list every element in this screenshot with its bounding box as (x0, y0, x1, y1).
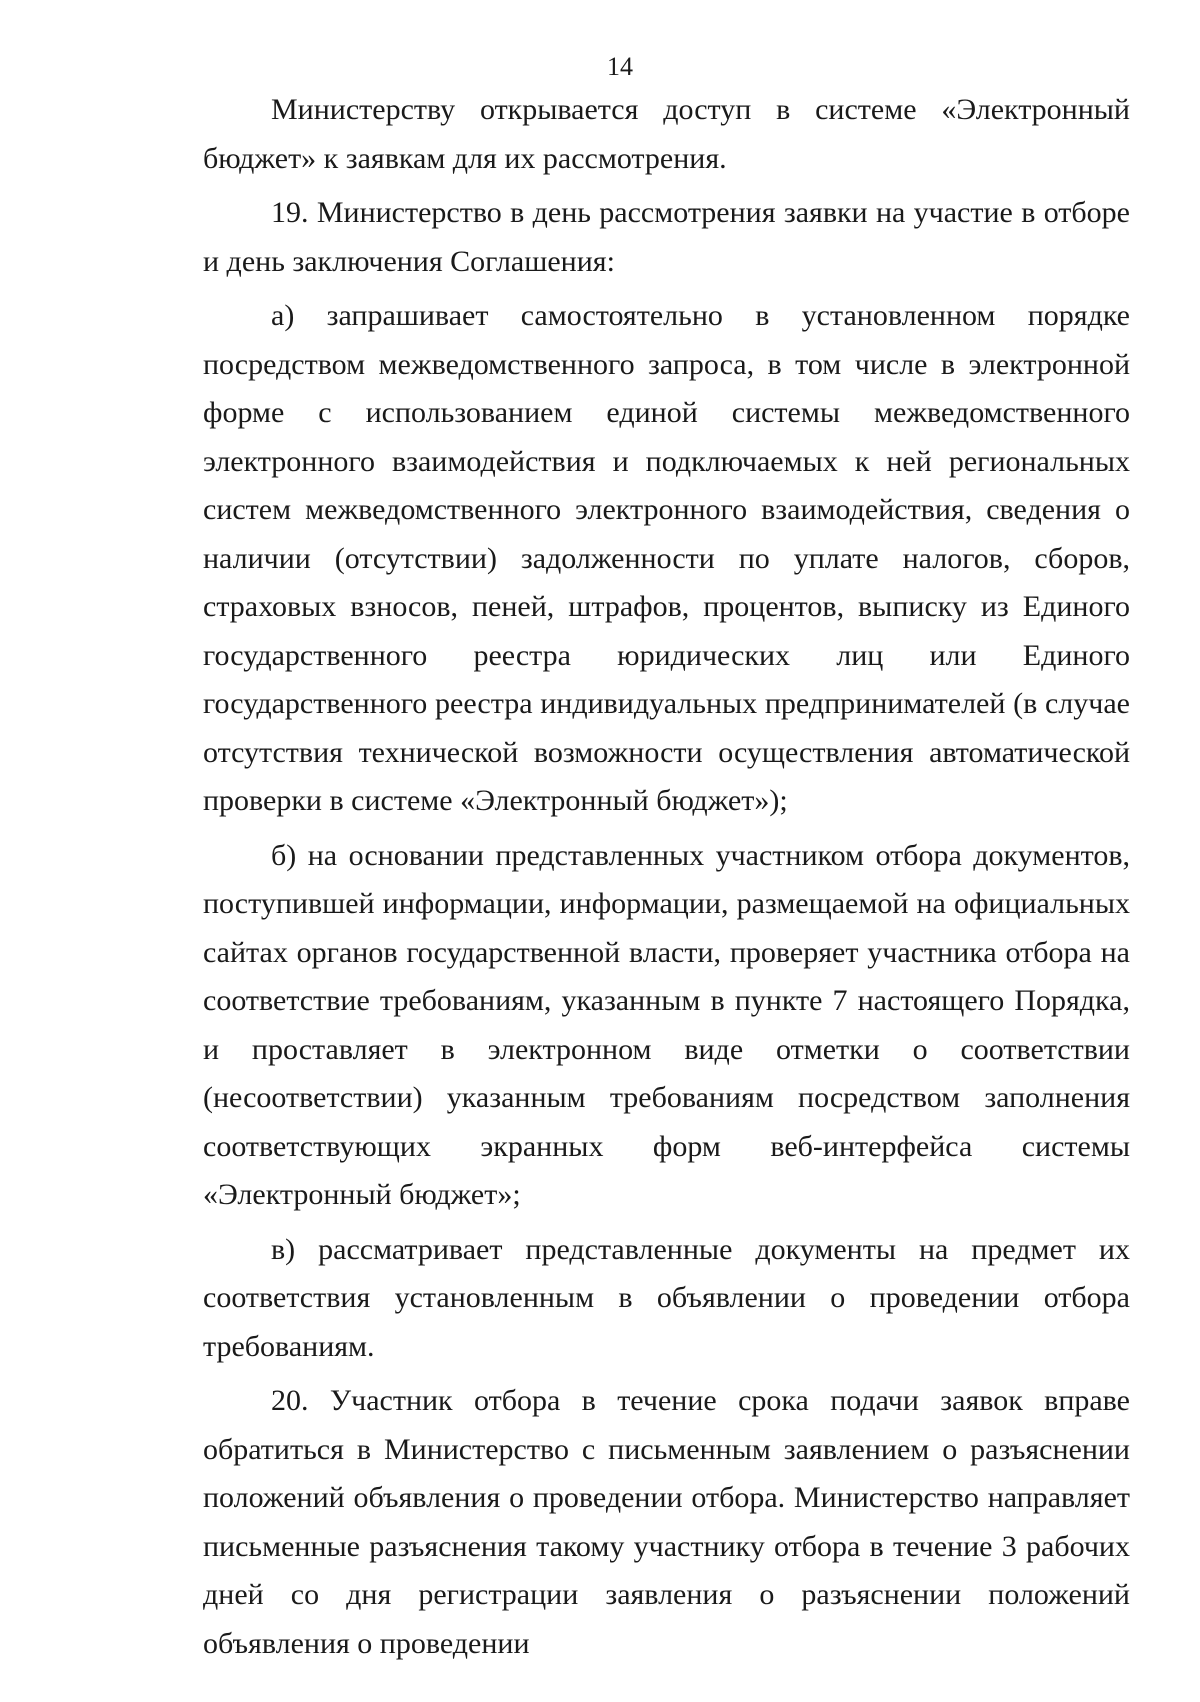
paragraph-intro: Министерству открывается доступ в системе «Электронный бюджет» к заявкам для их рассмотрения. (203, 93, 1130, 175)
paragraph-20: 20. Участник отбора в течение срока подачи заявок вправе обратиться в Министерство с письменным заявлением о разъяснении положений объявления о проведении отбора. Министерство направляет письменные разъяснения такому участнику отбора в течение 3 рабочих дней со дня регистрации заявления о разъяснении положений объявления о проведении (203, 1384, 1130, 1660)
paragraph-19-b: б) на основании представленных участником отбора документов, поступившей информации, информации, размещаемой на официальных сайтах органов государственной власти, проверяет участника отбора на соответствие требованиям, указанным в пункте 7 настоящего Порядка, и проставляет в электронном виде отметки о соответствии (несоответствии) указанным требованиям посредством заполнения соответствующих экранных форм веб-интерфейса системы «Электронный бюджет»; (203, 838, 1130, 1211)
paragraph-19-a: а) запрашивает самостоятельно в установленном порядке посредством межведомственного запроса, в том числе в электронной форме с использованием единой системы межведомственного электронного взаимодействия и подключаемых к ней региональных систем межведомственного электронного взаимодействия, сведения о наличии (отсутствии) задолженности по уплате налогов, сборов, страховых взносов, пеней, штрафов, процентов, выписку из Единого государственного реестра юридических лиц или Единого государственного реестра индивидуальных предпринимателей (в случае отсутствия технической возможности осуществления автоматической проверки в системе «Электронный бюджет»); (203, 299, 1130, 817)
document-body (203, 86, 1130, 1668)
page-number: 14 (607, 52, 633, 81)
paragraph-19: 19. Министерство в день рассмотрения заявки на участие в отборе и день заключения Соглашения: (203, 196, 1130, 278)
paragraph-19-v: в) рассматривает представленные документы на предмет их соответствия установленным в объявлении о проведении отбора требованиям. (203, 1232, 1130, 1363)
